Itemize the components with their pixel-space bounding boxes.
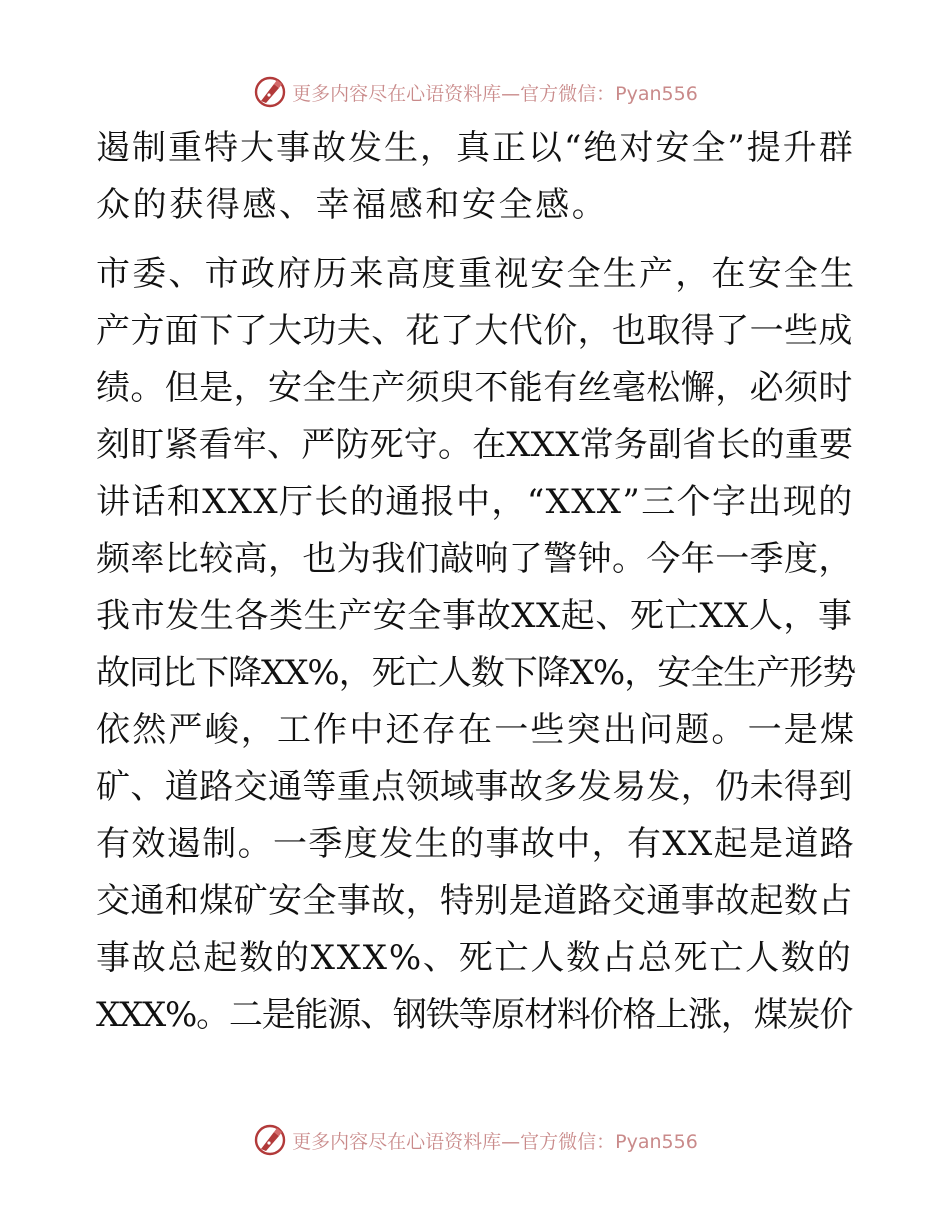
text-line: 遏制重特大事故发生，真正以“绝对安全”提升群 <box>96 128 855 168</box>
footer-watermark <box>0 1120 950 1160</box>
text-line: 有效遏制。一季度发生的事故中，有XX起是道路 <box>96 824 856 864</box>
watermark-text: 更多内容尽在心语资料库—官方微信：Pyan556 <box>292 82 698 105</box>
text-line: XXX%。二是能源、钢铁等原材料价格上涨，煤炭价 <box>96 995 853 1035</box>
header-watermark <box>0 72 950 112</box>
text-line: 依然严峻，工作中还存在一些突出问题。一是煤 <box>96 710 857 750</box>
pen-nib-circle-icon <box>252 1122 288 1158</box>
text-line: 交通和煤矿安全事故，特别是道路交通事故起数占 <box>96 881 853 921</box>
text-line: 刻盯紧看牢、严防死守。在XXX常务副省长的重要 <box>96 425 854 465</box>
text-line: 事故总起数的XXX%、死亡人数占总死亡人数的 <box>96 938 853 978</box>
text-line: 故同比下降XX%，死亡人数下降X%，安全生产形势 <box>96 653 856 693</box>
paragraph-2 <box>96 246 856 1044</box>
watermark-text: 更多内容尽在心语资料库—官方微信：Pyan556 <box>292 1130 698 1153</box>
text-line: 频率比较高，也为我们敲响了警钟。今年一季度， <box>96 539 853 579</box>
text-line: 产方面下了大功夫、花了大代价，也取得了一些成 <box>96 311 853 351</box>
text-line: 市委、市政府历来高度重视安全生产，在安全生 <box>96 254 857 294</box>
text-line: 绩。但是，安全生产须臾不能有丝毫松懈，必须时 <box>96 368 853 408</box>
text-line: 我市发生各类生产安全事故XX起、死亡XX人，事 <box>96 596 853 636</box>
paragraph-1 <box>96 120 856 234</box>
text-line: 众的获得感、幸福感和安全感。 <box>96 185 609 225</box>
text-line: 矿、道路交通等重点领域事故多发易发，仍未得到 <box>96 767 853 807</box>
text-line: 讲话和XXX厅长的通报中，“XXX”三个字出现的 <box>96 482 854 522</box>
document-body <box>96 120 856 1044</box>
pen-nib-circle-icon <box>252 74 288 110</box>
